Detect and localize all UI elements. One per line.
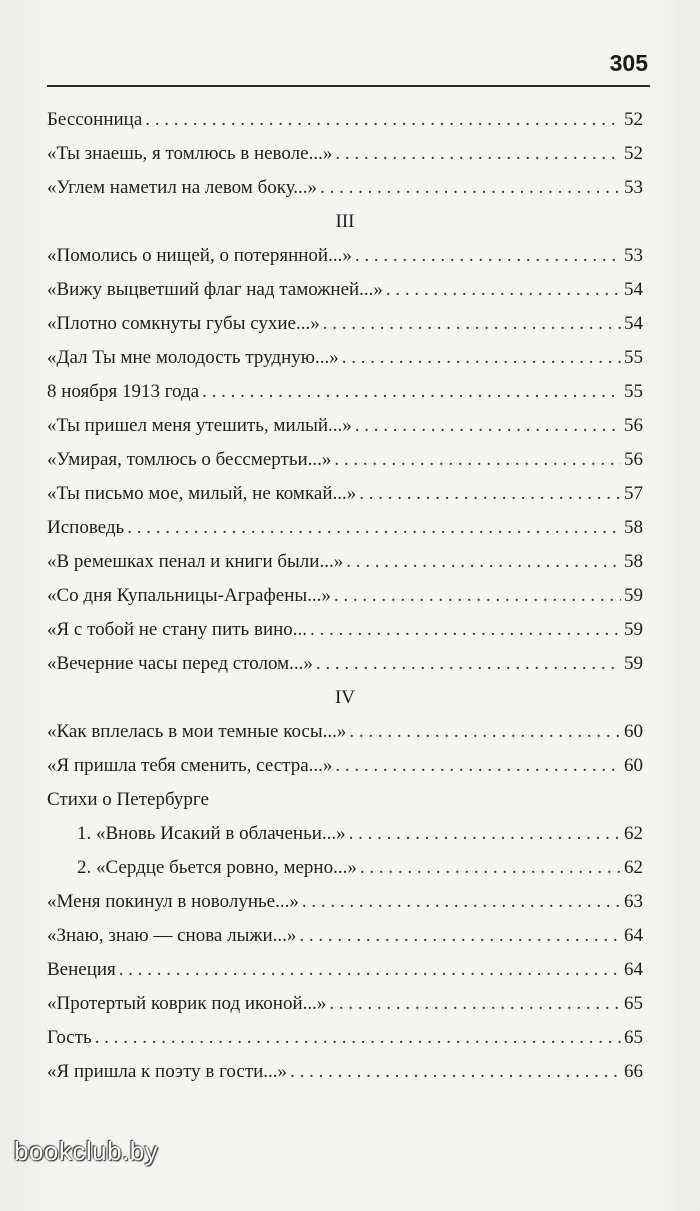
entry-title: Венеция xyxy=(47,959,116,980)
dot-leader xyxy=(386,273,621,307)
entry-title: Гость xyxy=(47,1027,92,1048)
dot-leader xyxy=(360,851,621,885)
toc-entry xyxy=(47,987,643,1021)
dot-leader xyxy=(202,375,621,409)
dot-leader xyxy=(355,239,621,273)
toc-entry xyxy=(47,375,643,409)
dot-leader xyxy=(334,579,621,613)
entry-page-number: 58 xyxy=(624,517,643,538)
entry-page-number: 60 xyxy=(624,721,643,742)
section-heading: IV xyxy=(334,687,356,708)
entry-title: «Умирая, томлюсь о бессмертьи...» xyxy=(47,449,332,470)
toc-entry xyxy=(47,307,643,341)
toc-entry xyxy=(47,715,643,749)
entry-page-number: 59 xyxy=(624,619,643,640)
dot-leader xyxy=(316,647,621,681)
entry-title: 1. «Вновь Исакий в облаченьи...» xyxy=(77,823,346,844)
dot-leader xyxy=(349,715,621,749)
entry-page-number: 62 xyxy=(624,823,643,844)
toc-entry xyxy=(47,545,643,579)
entry-title: «Ты письмо мое, милый, не комкай...» xyxy=(47,483,357,504)
dot-leader xyxy=(323,307,621,341)
toc-entry xyxy=(47,579,643,613)
toc-entry xyxy=(47,919,643,953)
entry-page-number: 66 xyxy=(624,1061,643,1082)
entry-page-number: 59 xyxy=(624,585,643,606)
entry-title: Исповедь xyxy=(47,517,125,538)
toc-subentry xyxy=(47,851,643,885)
watermark-logo: bookclub.by xyxy=(14,1136,159,1166)
dot-leader xyxy=(334,443,621,477)
entry-page-number: 53 xyxy=(624,245,643,266)
entry-page-number: 55 xyxy=(624,347,643,368)
entry-title: «Знаю, знаю — снова лыжи...» xyxy=(47,925,297,946)
entry-page-number: 52 xyxy=(624,143,643,164)
entry-title: 8 ноября 1913 года xyxy=(47,381,200,402)
dot-leader xyxy=(299,919,621,953)
entry-page-number: 65 xyxy=(624,993,643,1014)
toc-entry xyxy=(47,749,643,783)
entry-title: «Вечерние часы перед столом...» xyxy=(47,653,313,674)
dot-leader xyxy=(349,817,621,851)
dot-leader xyxy=(359,477,621,511)
entry-title: «Я пришла к поэту в гости...» xyxy=(47,1061,288,1082)
entry-page-number: 64 xyxy=(624,925,643,946)
dot-leader xyxy=(329,987,621,1021)
entry-page-number: 63 xyxy=(624,891,643,912)
dot-leader xyxy=(335,137,621,171)
entry-title: «Дал Ты мне молодость трудную...» xyxy=(47,347,339,368)
dot-leader xyxy=(127,511,621,545)
dot-leader xyxy=(290,1055,621,1089)
toc-entry xyxy=(47,171,643,205)
toc-entry xyxy=(47,239,643,273)
entry-page-number: 56 xyxy=(624,415,643,436)
entry-page-number: 58 xyxy=(624,551,643,572)
entry-page-number: 56 xyxy=(624,449,643,470)
dot-leader xyxy=(119,953,621,987)
toc-entry xyxy=(47,477,643,511)
entry-title: «Меня покинул в новолунье...» xyxy=(47,891,299,912)
entry-page-number: 52 xyxy=(624,109,643,130)
header-rule xyxy=(47,85,650,87)
entry-title: «Протертый коврик под иконой...» xyxy=(47,993,327,1014)
dot-leader xyxy=(335,749,621,783)
entry-page-number: 55 xyxy=(624,381,643,402)
entry-title: 2. «Сердце бьется ровно, мерно...» xyxy=(77,857,357,878)
dot-leader xyxy=(342,341,621,375)
toc-entry xyxy=(47,443,643,477)
entry-page-number: 59 xyxy=(624,653,643,674)
entry-title: «Углем наметил на левом боку...» xyxy=(47,177,318,198)
entry-page-number: 60 xyxy=(624,755,643,776)
toc-entry xyxy=(47,953,643,987)
toc-entry xyxy=(47,103,643,137)
group-heading: Стихи о Петербурге xyxy=(47,789,209,810)
toc-entry xyxy=(47,647,643,681)
table-of-contents xyxy=(47,103,643,1089)
dot-leader xyxy=(95,1021,621,1055)
entry-page-number: 62 xyxy=(624,857,643,878)
toc-entry xyxy=(47,409,643,443)
dot-leader xyxy=(302,885,621,919)
entry-page-number: 53 xyxy=(624,177,643,198)
entry-page-number: 65 xyxy=(624,1027,643,1048)
dot-leader xyxy=(346,545,621,579)
toc-entry xyxy=(47,1055,643,1089)
entry-title: «Плотно сомкнуты губы сухие...» xyxy=(47,313,320,334)
dot-leader xyxy=(355,409,621,443)
dot-leader xyxy=(320,171,621,205)
toc-entry xyxy=(47,511,643,545)
toc-entry xyxy=(47,341,643,375)
toc-entry xyxy=(47,1021,643,1055)
entry-title: «Помолись о нищей, о потерянной...» xyxy=(47,245,352,266)
entry-page-number: 54 xyxy=(624,279,643,300)
toc-entry xyxy=(47,613,643,647)
entry-title: «Я с тобой не стану пить вино... xyxy=(47,619,308,640)
entry-title: «Как вплелась в мои темные косы...» xyxy=(47,721,347,742)
entry-title: «Со дня Купальницы-Аграфены...» xyxy=(47,585,331,606)
entry-title: «Я пришла тебя сменить, сестра...» xyxy=(47,755,333,776)
entry-title: «Вижу выцветший флаг над таможней...» xyxy=(47,279,383,300)
page-number: 305 xyxy=(609,50,648,76)
toc-entry xyxy=(47,137,643,171)
entry-title: «Ты пришел меня утешить, милый...» xyxy=(47,415,352,436)
entry-page-number: 64 xyxy=(624,959,643,980)
section-heading: III xyxy=(335,211,355,232)
entry-page-number: 57 xyxy=(624,483,643,504)
dot-leader xyxy=(310,613,621,647)
entry-title: «Ты знаешь, я томлюсь в неволе...» xyxy=(47,143,333,164)
entry-page-number: 54 xyxy=(624,313,643,334)
toc-subentry xyxy=(47,817,643,851)
entry-title: Бессонница xyxy=(47,109,143,130)
entry-title: «В ремешках пенал и книги были...» xyxy=(47,551,344,572)
toc-entry xyxy=(47,885,643,919)
toc-entry xyxy=(47,273,643,307)
dot-leader xyxy=(145,103,621,137)
